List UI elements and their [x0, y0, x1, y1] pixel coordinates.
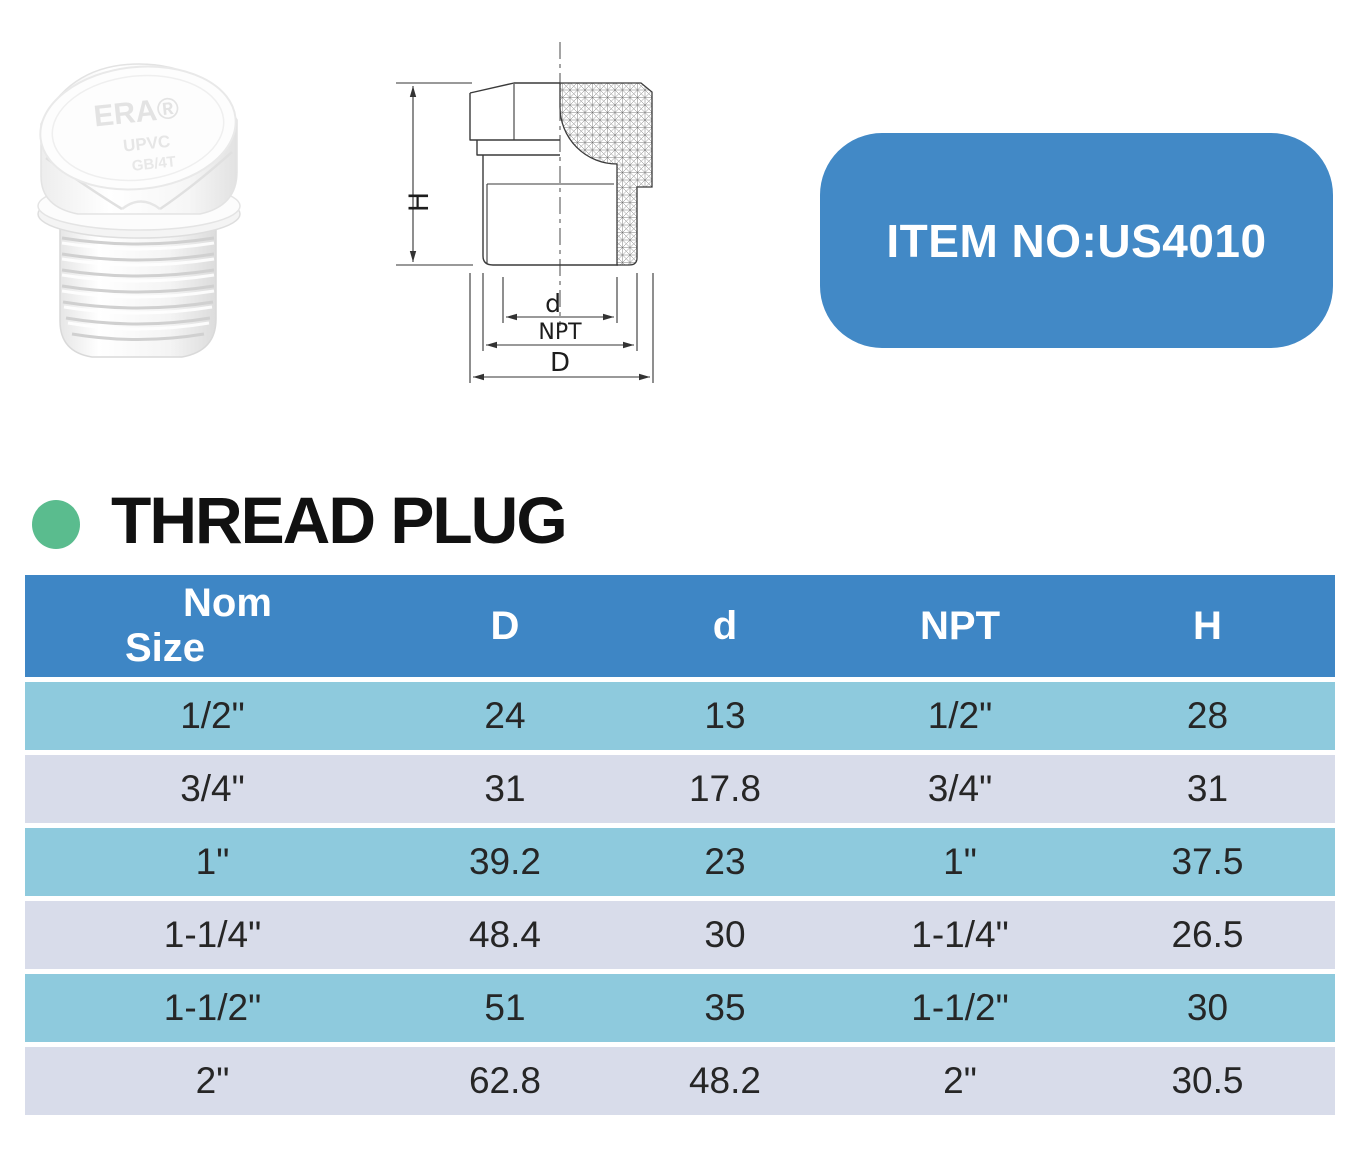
- spec-cell: 23: [610, 828, 840, 896]
- spec-cell: 37.5: [1080, 828, 1335, 896]
- dim-label-d: d: [545, 289, 561, 318]
- section-header: [32, 483, 566, 557]
- spec-cell: 39.2: [400, 828, 610, 896]
- product-photo: [26, 36, 276, 386]
- spec-cell: 2": [25, 1047, 400, 1115]
- spec-cell: 30: [1080, 974, 1335, 1042]
- spec-cell: 30: [610, 901, 840, 969]
- technical-drawing: [360, 30, 690, 400]
- col-header-d: d: [610, 575, 840, 677]
- spec-cell: 2": [840, 1047, 1080, 1115]
- spec-cell: 48.4: [400, 901, 610, 969]
- spec-cell: 1-1/4": [840, 901, 1080, 969]
- spec-cell: 13: [610, 682, 840, 750]
- dimension-h: [396, 83, 473, 265]
- col-header-npt: NPT: [840, 575, 1080, 677]
- spec-cell: 1-1/2": [25, 974, 400, 1042]
- plug-hex-cap: [34, 57, 242, 214]
- spec-cell: 1-1/4": [25, 901, 400, 969]
- col-header-nom-line1: Nom: [183, 581, 272, 626]
- spec-cell: 35: [610, 974, 840, 1042]
- spec-cell: 28: [1080, 682, 1335, 750]
- spec-table: [25, 570, 1335, 1120]
- spec-cell: 1": [25, 828, 400, 896]
- embossed-brand: ERA®: [92, 91, 181, 134]
- table-row: [25, 1047, 1335, 1115]
- spec-cell: 31: [400, 755, 610, 823]
- table-row: [25, 682, 1335, 750]
- spec-cell: 1": [840, 828, 1080, 896]
- table-row: [25, 755, 1335, 823]
- spec-cell: 17.8: [610, 755, 840, 823]
- col-header-D: D: [400, 575, 610, 677]
- spec-cell: 62.8: [400, 1047, 610, 1115]
- table-row: [25, 901, 1335, 969]
- spec-cell: 24: [400, 682, 610, 750]
- spec-cell: 1/2": [840, 682, 1080, 750]
- col-header-nom-line2: Size: [125, 626, 206, 670]
- page-title: THREAD PLUG: [111, 483, 566, 557]
- spec-cell: 3/4": [840, 755, 1080, 823]
- spec-cell: 1-1/2": [840, 974, 1080, 1042]
- spec-cell: 26.5: [1080, 901, 1335, 969]
- spec-cell: 30.5: [1080, 1047, 1335, 1115]
- spec-cell: 31: [1080, 755, 1335, 823]
- spec-cell: 1/2": [25, 682, 400, 750]
- item-number-label: ITEM NO:US4010: [886, 214, 1267, 267]
- dim-label-h: H: [404, 191, 435, 213]
- item-number-badge: [820, 133, 1333, 348]
- col-header-h: H: [1080, 575, 1335, 677]
- bullet-icon: [32, 500, 80, 549]
- spec-cell: 48.2: [610, 1047, 840, 1115]
- section-hatch: [560, 83, 652, 265]
- table-header-row: [25, 575, 1335, 677]
- spec-cell: 3/4": [25, 755, 400, 823]
- table-row: [25, 828, 1335, 896]
- col-header-nom-size: [25, 575, 400, 677]
- spec-cell: 51: [400, 974, 610, 1042]
- table-row: [25, 974, 1335, 1042]
- dim-label-D: D: [549, 348, 571, 378]
- dim-label-npt: NPT: [538, 320, 582, 345]
- embossed-material: UPVC: [122, 131, 172, 156]
- embossed-standard: GB/4T: [130, 153, 177, 175]
